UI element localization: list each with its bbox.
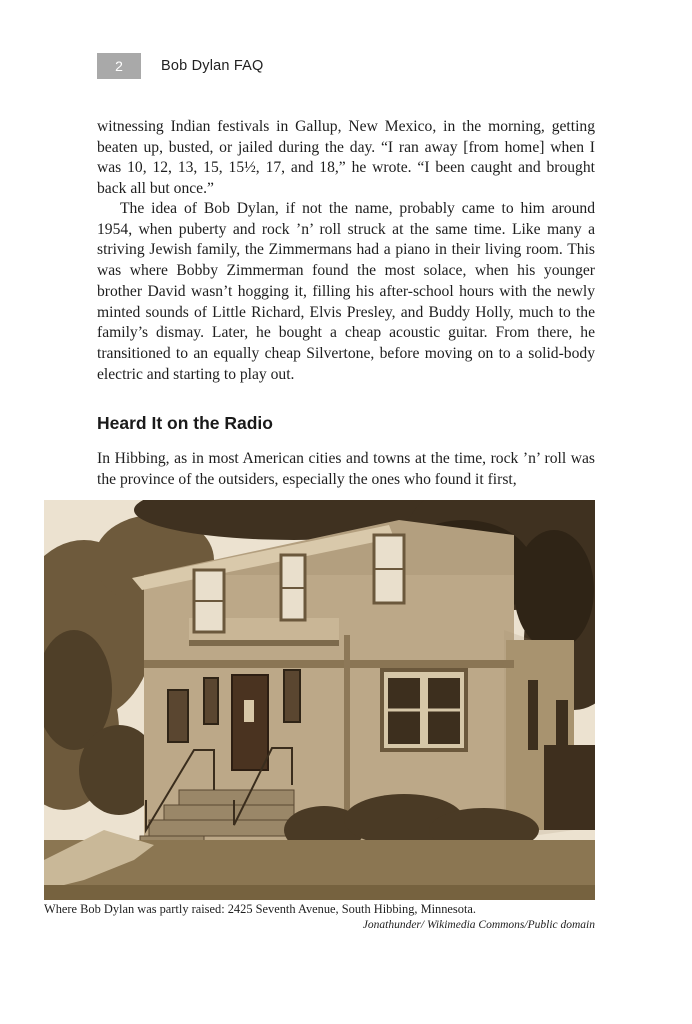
running-title: Bob Dylan FAQ: [161, 58, 264, 74]
body-paragraph-1: witnessing Indian festivals in Gallup, New Mexico, in the morning, getting beaten up, busted, or jailed during the day. “I ran away [from home] when I was 10, 12, 13, 15, 15½, 17, and 18,” he wrote. “I been caught and brought back all but once.”: [97, 118, 595, 198]
figure-caption: Where Bob Dylan was partly raised: 2425 Seventh Avenue, South Hibbing, Minnesota.: [44, 902, 476, 916]
body-paragraph-3: In Hibbing, as in most American cities and towns at the time, rock ’n’ roll was the province of the outsiders, especially the ones who found it first,: [97, 450, 595, 488]
photo-credit: Jonathunder/ Wikimedia Commons/Public domain: [362, 919, 595, 931]
section-heading: Heard It on the Radio: [97, 413, 273, 433]
running-header: [97, 53, 264, 79]
body-paragraph-2: The idea of Bob Dylan, if not the name, probably came to him around 1954, when puberty and rock ’n’ roll struck at the same time. Like many a striving Jewish family, the Zimmermans had a piano in their living room. This was where Bobby Zimmerman found the most solace, when his younger brother David wasn’t hogging it, filling his after-school hours with the newly minted sounds of Little Richard, Elvis Presley, and Buddy Holly, much to the family’s dismay. Later, he bought a cheap acoustic guitar. From there, he transitioned to an equally cheap Silvertone, before moving on to a solid-body electric and starting to play out.: [97, 200, 595, 383]
page-number: 2: [97, 53, 141, 79]
house-photo: [44, 500, 595, 900]
